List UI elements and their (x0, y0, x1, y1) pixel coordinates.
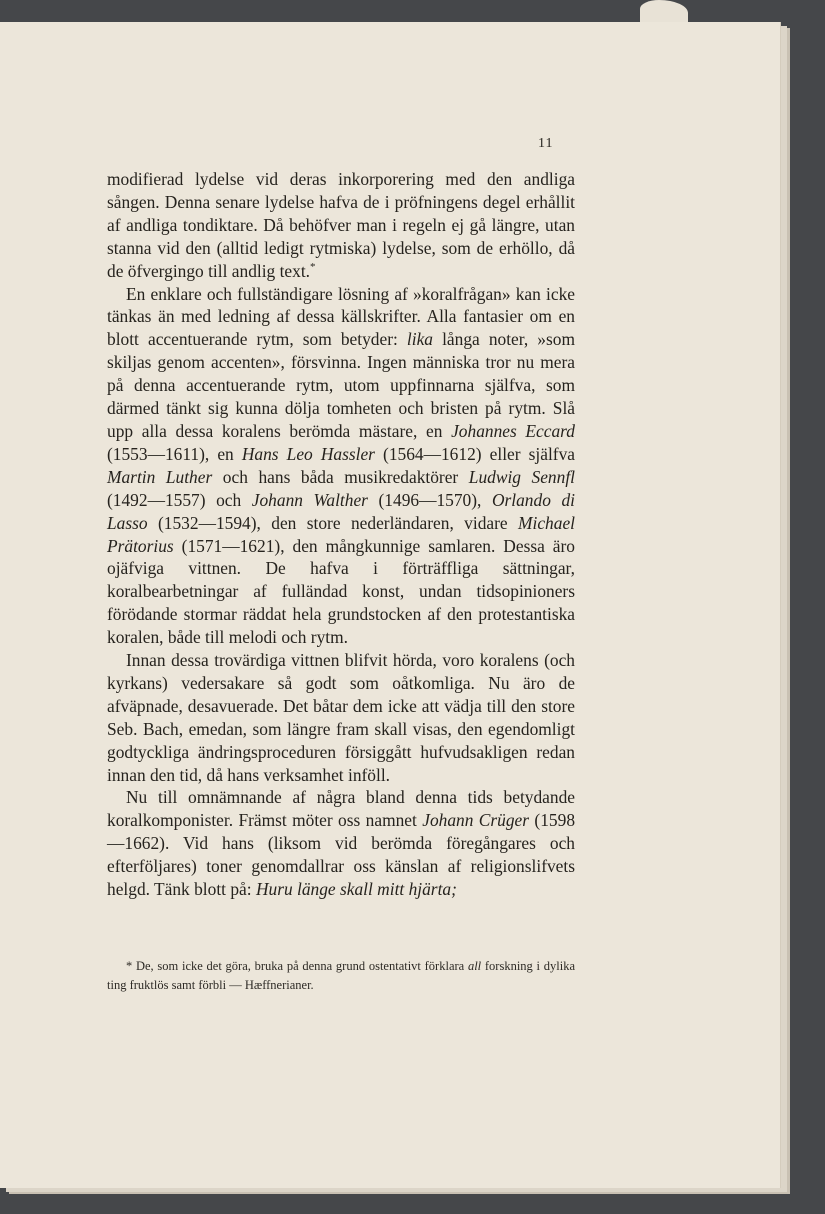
text-run: forskning i dylika ting fruktlös samt förbli — Hæffnerianer. (107, 959, 575, 992)
text-run: Innan dessa trovärdiga vittnen blifvit hörda, voro koralens (och kyrkans) vedersakare så godt som oåtkomliga. Nu äro de afväpnade, desavuerade. Det båtar dem icke att vädja till den store Seb. Bach, emedan, som längre fram skall visas, den egendomligt godtyckliga ändringsproceduren försiggått hufvudsakligen redan innan den tid, då hans verksamhet inföll. (107, 650, 575, 785)
text-run: (1492—1557) och (107, 489, 252, 510)
text-run: modifierad lydelse vid deras inkorporering med den andliga sången. Denna senare lydelse hafva de i pröfningens degel erhållit af andliga tondiktare. Då behöfver man i regeln ej gå längre, utan stanna vid den (alltid ledigt rytmiska) lydelse, som de erhöllo, då de öfvergingo till andlig text. (107, 169, 575, 281)
paragraph (107, 786, 575, 901)
text-run: (1553—1611), en (107, 443, 242, 464)
text-run: (1496—1570), (367, 489, 492, 510)
text-run: och hans båda musikredaktörer (212, 466, 469, 487)
text-run: långa noter, »som skiljas genom accenten», försvinna. Ingen människa tror nu mera på denna accentuerande rytm, utom uppfinnarna själfva, som därmed tänkt sig kunna dölja tomheten och bristen på rytm. Slå upp alla dessa koralens berömda mästare, en (107, 329, 575, 441)
text-run: Nu till omnämnande af några bland denna tids betydande koralkomponister. Främst möter oss namnet (107, 787, 575, 831)
text-run: (1564—1612) eller själfva (374, 443, 575, 464)
italic-text: Hans Leo Hassler (241, 443, 375, 464)
italic-text: Orlando di Lasso (107, 489, 575, 533)
italic-text: Johann Walther (251, 489, 368, 510)
text-run: (1532—1594), den store nederländaren, vidare (147, 512, 519, 533)
paragraph (107, 649, 575, 786)
footnote (107, 957, 575, 995)
italic-text: Huru länge skall mitt hjärta; (255, 879, 457, 900)
footnote-reference: * (310, 260, 316, 273)
text-run: En enklare och fullständigare lösning af »koralfrågan» kan icke tänkas än med ledning af dessa källskrifter. Alla fantasier om en blott accentuerande rytm, som betyder: (107, 283, 575, 350)
torn-page-edge (640, 0, 688, 22)
book-page (0, 22, 781, 1188)
italic-text: Johannes Eccard (451, 420, 575, 441)
italic-text: Michael Prätorius (107, 512, 575, 556)
text-run: (1598—1662). Vid hans (liksom vid berömda föregångares och efterföljares) toner genomdallrar oss känslan af religionslifvets helgd. Tänk blott på: (107, 810, 576, 900)
italic-text: Martin Luther (107, 466, 213, 487)
page-number: 11 (538, 136, 554, 151)
paragraph (107, 283, 575, 650)
italic-text: lika (406, 329, 433, 350)
italic-text: Ludwig Sennfl (468, 466, 575, 487)
italic-text: Johann Crüger (422, 810, 530, 831)
text-run: * De, som icke det göra, bruka på denna grund ostentativt förklara (126, 959, 468, 973)
text-run: (1571—1621), den mångkunnige samlaren. Dessa äro ojäfviga vittnen. De hafva i förträffliga sättningar, koralbearbetningar af fulländad konst, undan tidsopinioners förödande stormar räddat hela grundstocken af den protestantiska koralen, både till melodi och rytm. (107, 535, 575, 648)
italic-text: all (467, 959, 482, 973)
paragraph (107, 168, 575, 283)
body-text (107, 168, 575, 901)
